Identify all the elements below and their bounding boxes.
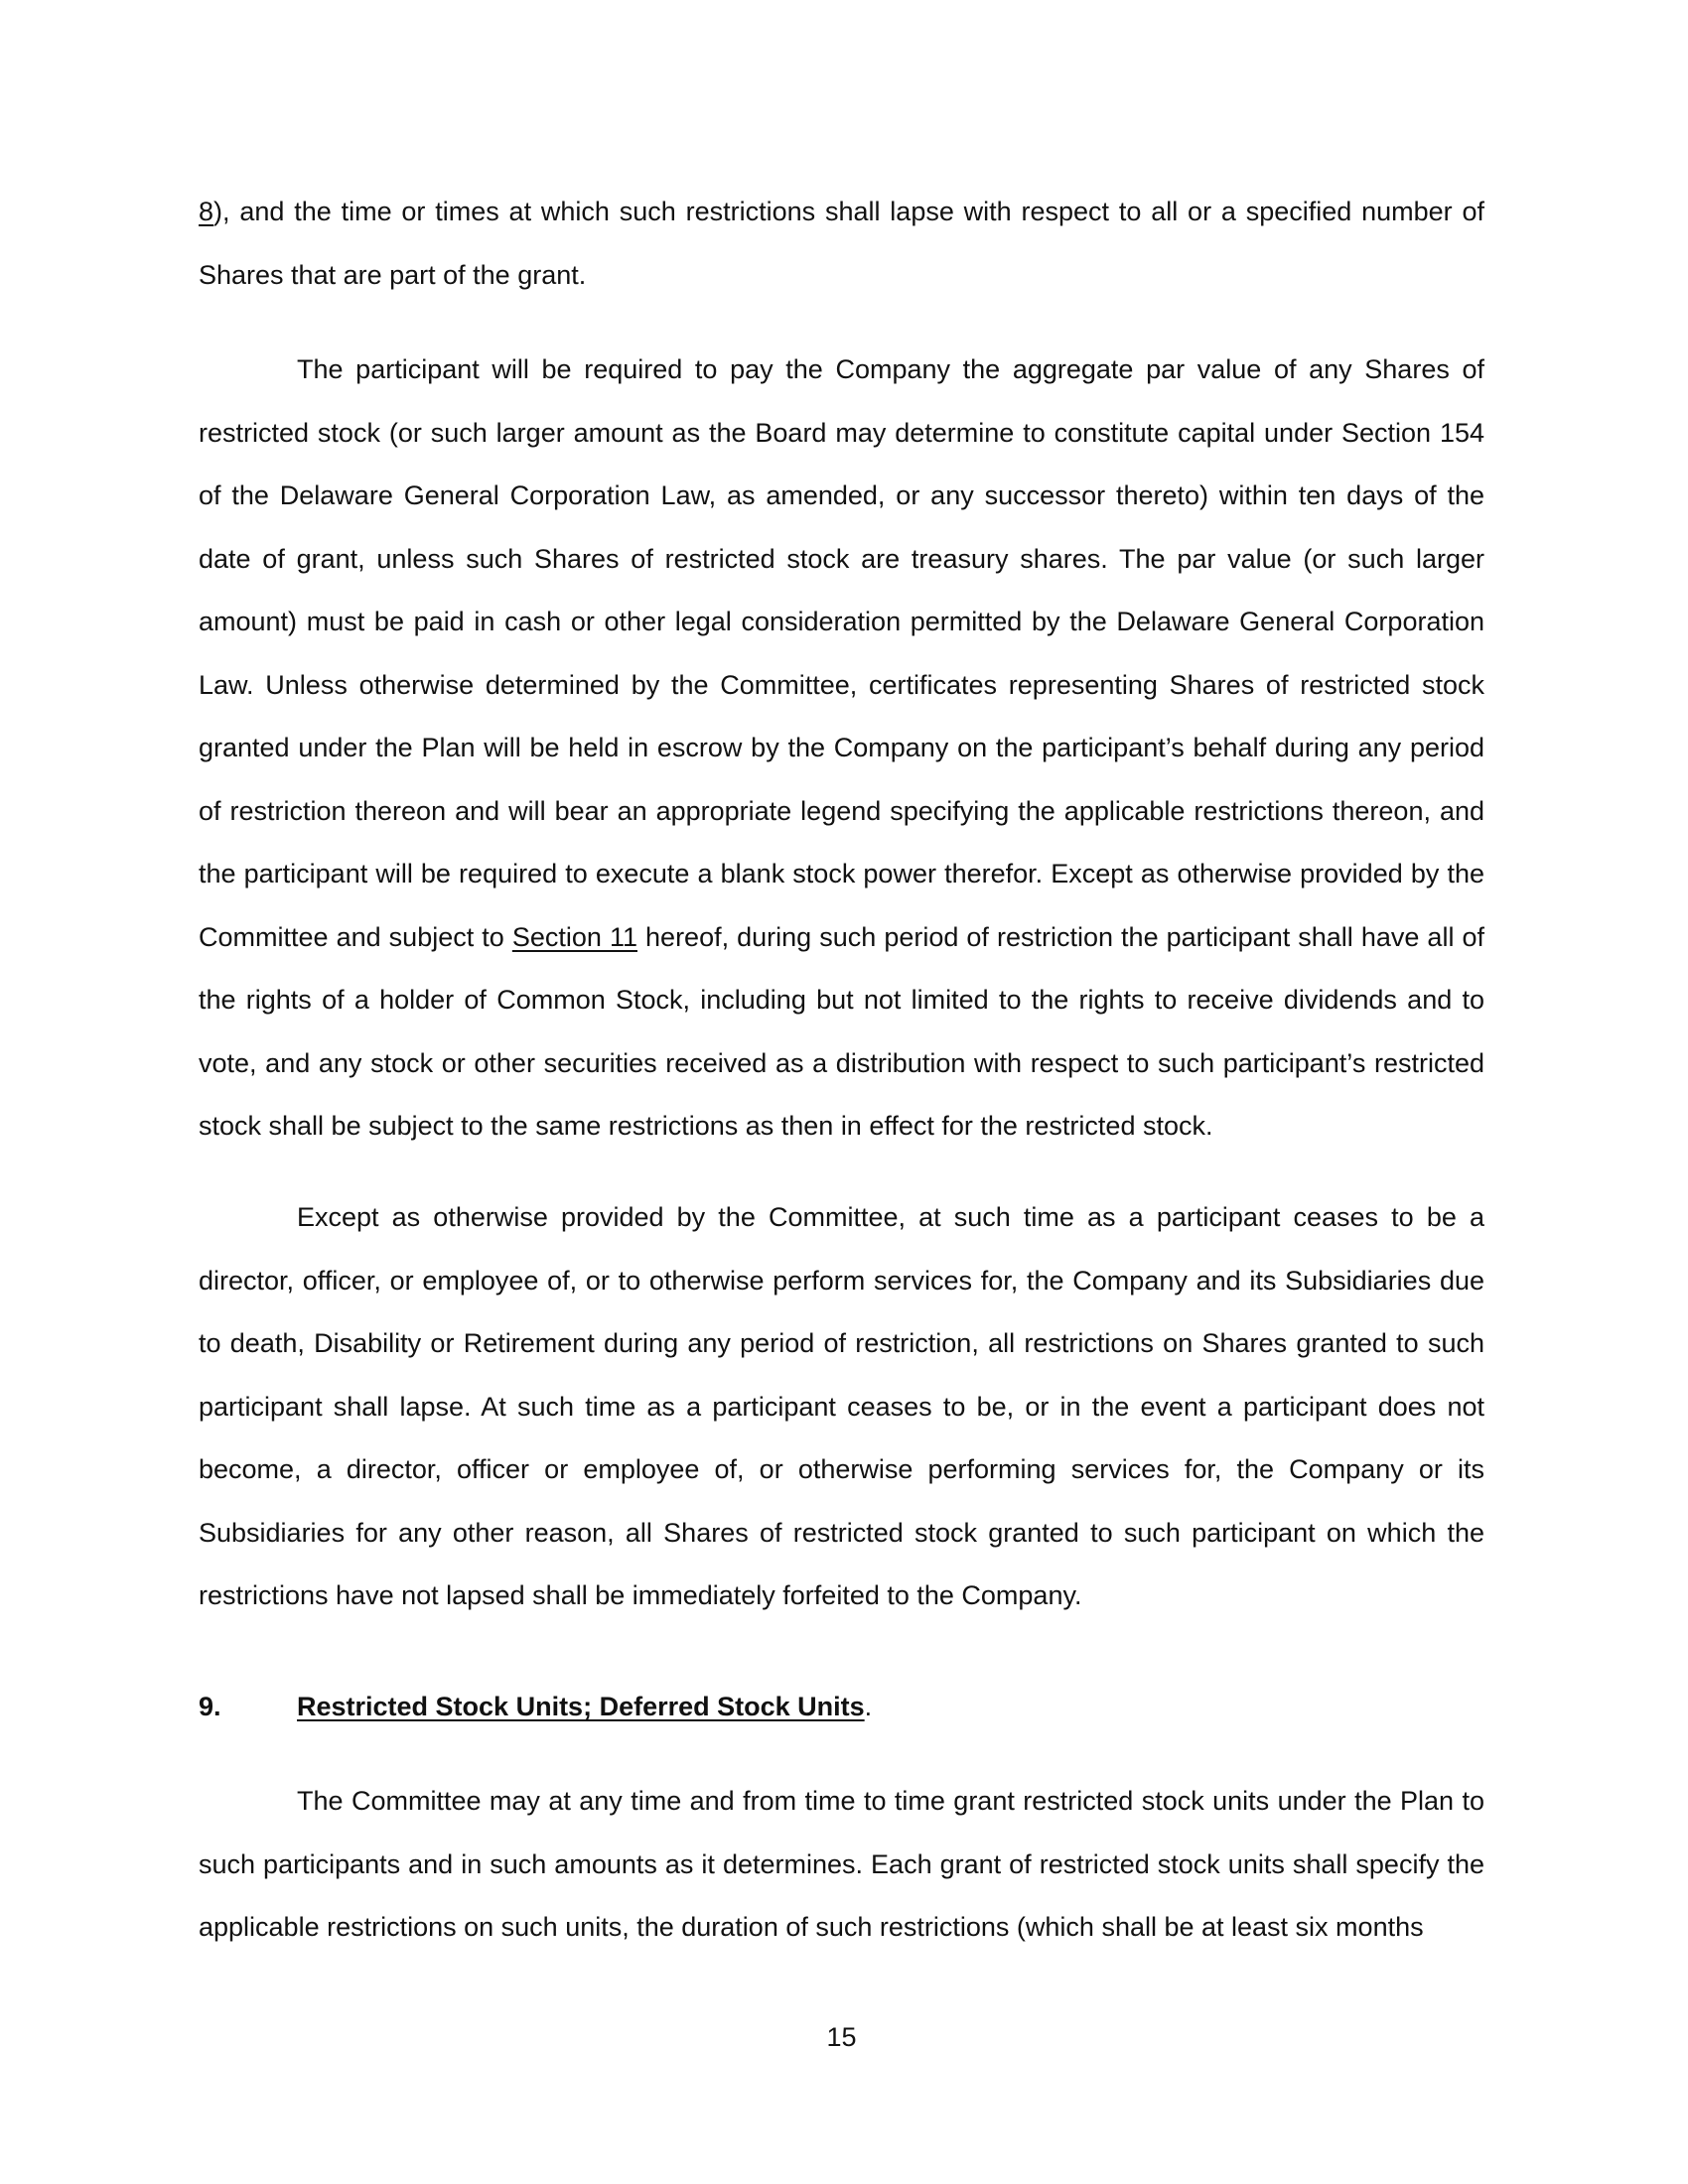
section-heading bbox=[199, 1676, 872, 1739]
paragraph-text: ), and the time or times at which such restrictions shall lapse with respect to all or a specified number of Shares that are part of the grant. bbox=[199, 197, 1484, 290]
paragraph-lapse-forfeiture: Except as otherwise provided by the Committee, at such time as a participant ceases to be a director, officer, or employee of, or to otherwise perform services for, the Company and its Subsidiaries due to death, Disability or Retirement during any period of restriction, all restrictions on Shares granted to such participant shall lapse. At such time as a participant ceases to be, or in the event a participant does not become, a director, officer or employee of, or otherwise performing services for, the Company or its Subsidiaries for any other reason, all Shares of restricted stock granted to such participant on which the restrictions have not lapsed shall be immediately forfeited to the Company. bbox=[199, 1202, 1484, 1610]
section-title-period: . bbox=[864, 1692, 873, 1721]
paragraph-restricted-stock-units: The Committee may at any time and from time to time grant restricted stock units under the Plan to such participants and in such amounts as it determines. Each grant of restricted stock units shall specify the applicable restrictions on such units, the duration of such restrictions (which shall be at least six months bbox=[199, 1786, 1484, 1942]
paragraph-text: The participant will be required to pay the Company the aggregate par value of any Shares of restricted stock (or such larger amount as the Board may determine to constitute capital under Section 154 of the Delaware General Corporation Law, as amended, or any successor thereto) within ten days of the date of grant, unless such Shares of restricted stock are treasury shares. The par value (or such larger amount) must be paid in cash or other legal consideration permitted by the Delaware General Corporation Law. Unless otherwise determined by the Committee, certificates representing Shares of restricted stock granted under the Plan will be held in escrow by the Company on the participant’s behalf during any period of restriction thereon and will bear an appropriate legend specifying the applicable restrictions thereon, and the participant will be required to execute a blank stock power therefor. Except as otherwise provided by the Committee and subject to bbox=[199, 354, 1484, 952]
document-page bbox=[199, 0, 1484, 2184]
page-number: 15 bbox=[826, 2022, 857, 2052]
section-11-reference: Section 11 bbox=[511, 921, 637, 952]
section-reference: 8 bbox=[199, 197, 214, 226]
paragraph-text: hereof, during such period of restriction the participant shall have all of the rights of a holder of Common Stock, including but not limited to the rights to receive dividends and to vote, and any stock or other securities received as a distribution with respect to such participant’s restricted stock shall be subject to the same restrictions as then in effect for the restricted stock. bbox=[199, 921, 1485, 1141]
paragraph-continuation bbox=[199, 181, 1484, 307]
paragraph-par-value bbox=[199, 339, 1484, 1159]
section-number: 9. bbox=[199, 1692, 221, 1721]
section-title: Restricted Stock Units; Deferred Stock Units bbox=[297, 1692, 865, 1721]
